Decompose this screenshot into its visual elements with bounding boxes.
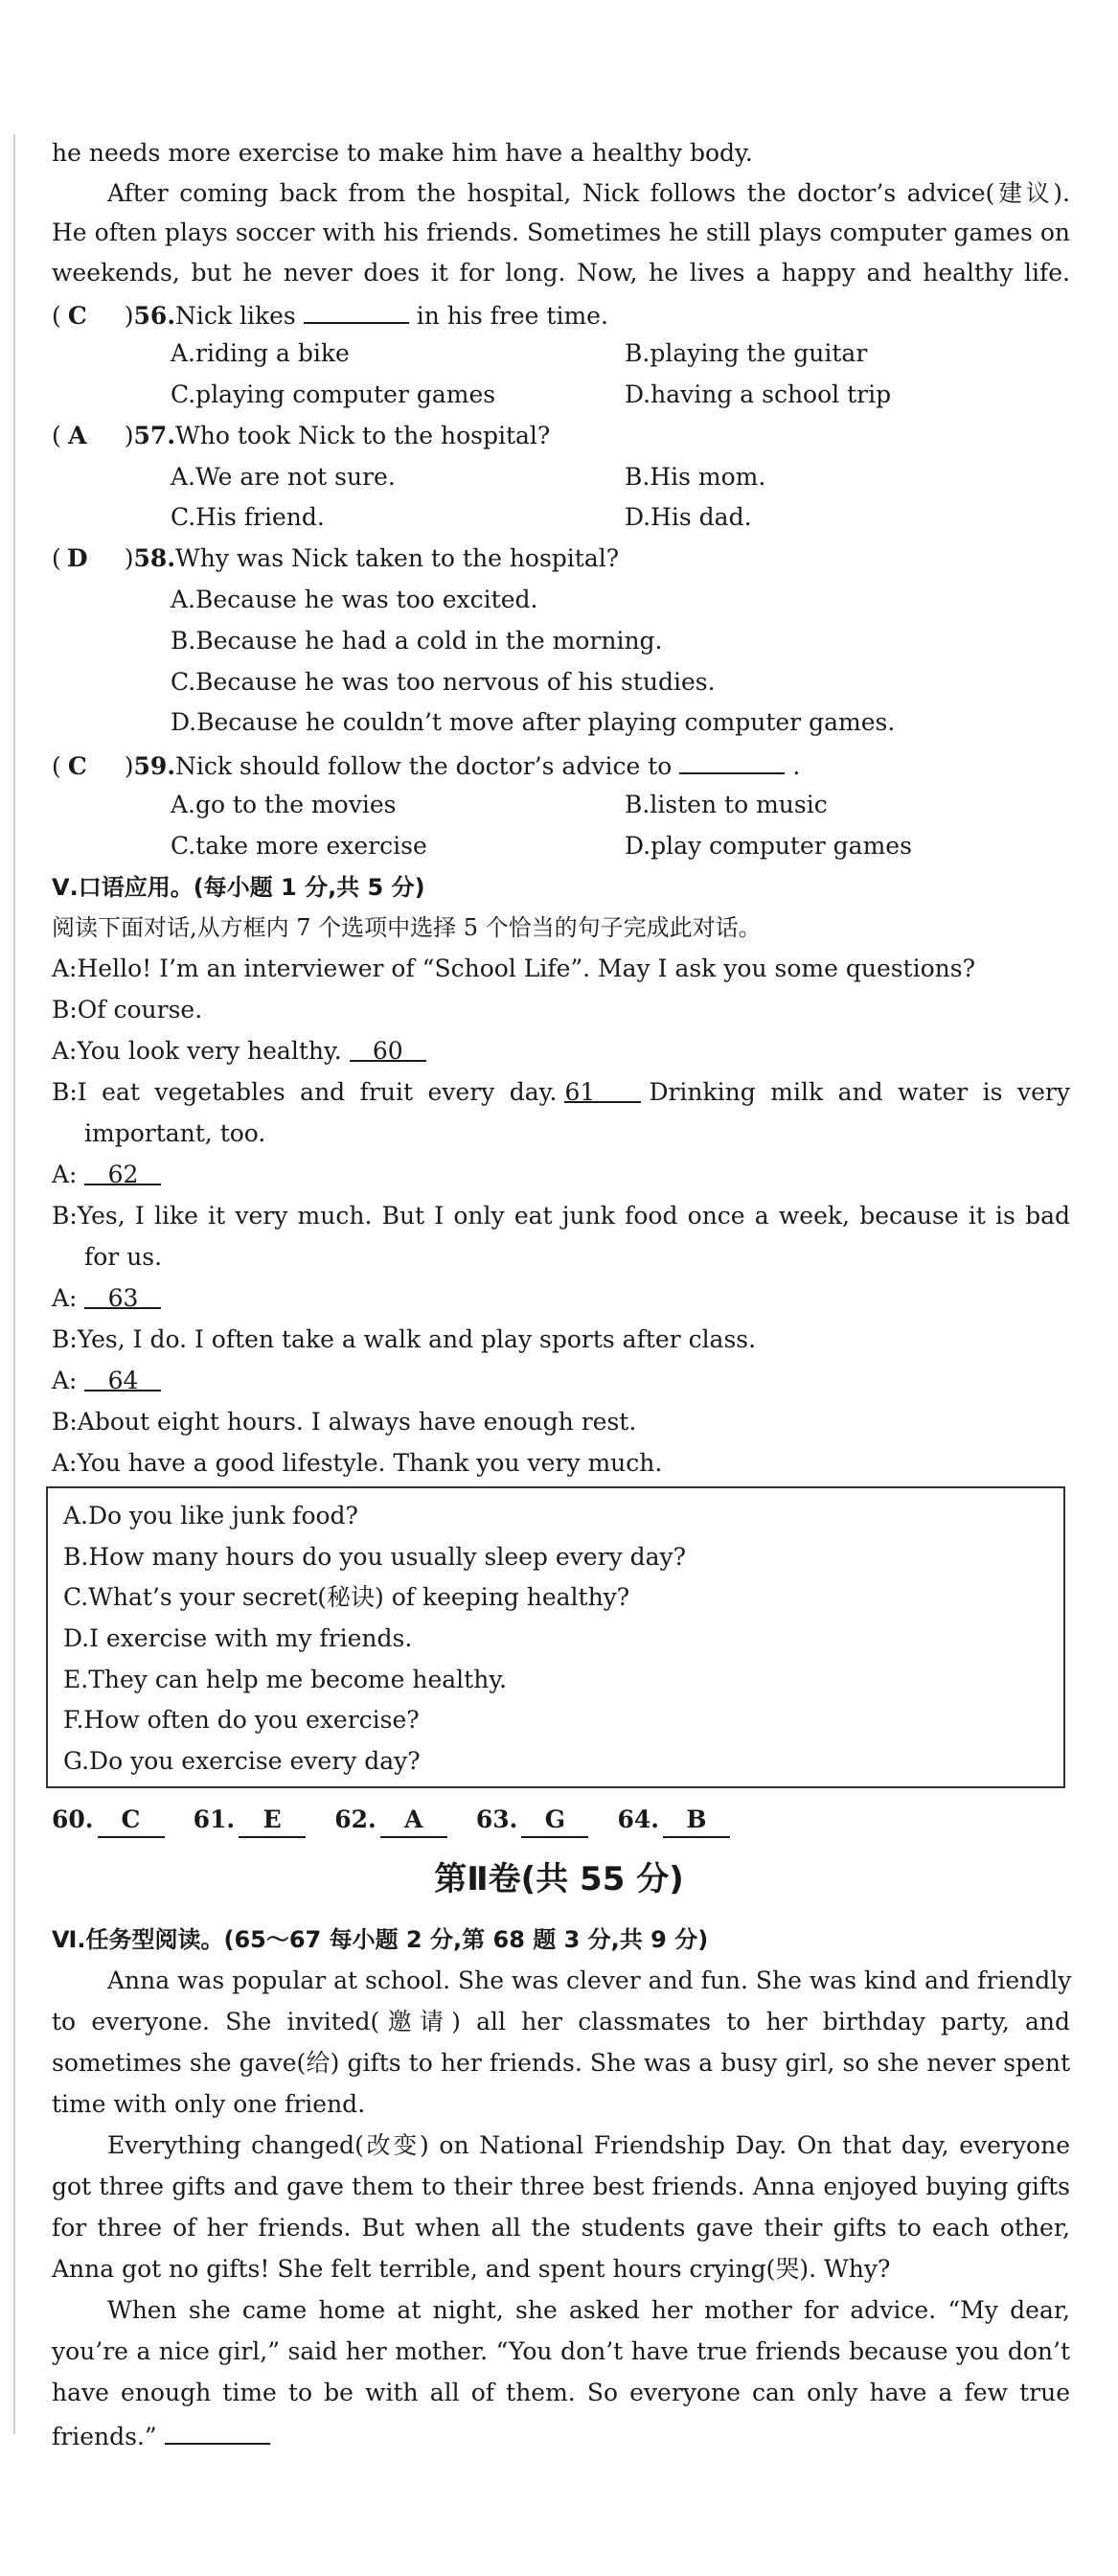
dialog-text: A:You look very healthy. [52,1037,342,1065]
passage-line: for three of her friends. But when all the students gave their gifts to each other, [52,2214,1070,2242]
answer-blank[interactable] [679,748,785,774]
question-stem-end: . [792,752,801,780]
answer-60: 60. C [52,1806,169,1833]
question-58: ( D )58.Why was Nick taken to the hospital? [52,542,1070,575]
option-a: A.We are not sure. [171,463,396,491]
blank-61[interactable]: 61 [564,1076,641,1103]
options-box [46,1486,1065,1788]
option-d: D.having a school trip [625,380,892,408]
answer-62: 62. A [334,1806,451,1833]
question-number: 58. [133,544,176,572]
section-instruction: 阅读下面对话,从方框内 7 个选项中选择 5 个恰当的句子完成此对话。 [52,914,762,941]
dialog-line: for us. [84,1243,163,1271]
passage-line: He often plays soccer with his friends. Sometimes he still plays computer games on [52,218,1070,246]
passage-line: Anna was popular at school. She was clever and fun. She was kind and friendly [107,1966,1072,1994]
question-stem: Nick likes [175,302,296,330]
question-56: ( C )56.Nick likes in his free time. [52,297,1070,333]
blank-64[interactable]: 64 [84,1365,161,1392]
question-stem: Who took Nick to the hospital? [175,422,551,449]
answer-mark: C [67,302,87,330]
part-title: 第Ⅱ卷(共 55 分) [434,1860,684,1898]
box-option-e: E.They can help me become healthy. [63,1666,508,1693]
question-stem-end: in his free time. [416,302,608,330]
answer-mark: D [66,544,88,572]
option-a: A.go to the movies [171,791,397,818]
dialog-line: A:You have a good lifestyle. Thank you very much. [52,1449,663,1477]
option-b: B.Because he had a cold in the morning. [171,627,663,655]
passage-line: you’re a nice girl,” said her mother. “You don’t have true friends because you don’t [52,2337,1070,2365]
passage-line: he needs more exercise to make him have a healthy body. [52,139,753,167]
question-57: ( A )57.Who took Nick to the hospital? [52,420,1070,452]
passage-line: After coming back from the hospital, Nick follows the doctor’s advice(建议). [107,179,1070,207]
option-b: B.His mom. [625,463,766,491]
dialog-line [52,1159,1070,1191]
dialog-line: B:Of course. [52,996,203,1024]
box-option-d: D.I exercise with my friends. [63,1624,413,1652]
passage-line: weekends, but he never does it for long. Now, he lives a happy and healthy life. [52,259,1070,287]
blank-60[interactable]: 60 [350,1035,426,1062]
option-a: A.Because he was too excited. [171,586,538,613]
answer-64: 64. B [618,1806,735,1833]
box-option-c: C.What’s your secret(秘诀) of keeping healthy? [63,1583,630,1611]
dialog-line [52,1076,1070,1109]
dialog-line: B:About eight hours. I always have enough rest. [52,1408,637,1436]
dialog-text: A: [52,1161,78,1188]
passage-text: friends.” [52,2423,157,2450]
option-d: D.His dad. [625,503,752,531]
passage-line: to everyone. She invited(邀请) all her classmates to her birthday party, and [52,2008,1070,2036]
dialog-line [52,1365,1070,1397]
box-option-f: F.How often do you exercise? [63,1706,420,1734]
blank-62[interactable]: 62 [84,1159,161,1185]
passage-line [52,2418,1070,2453]
option-d: D.Because he couldn’t move after playing computer games. [171,708,896,736]
option-c: C.Because he was too nervous of his studies. [171,668,716,696]
option-b: B.listen to music [625,791,828,818]
section-heading: Ⅵ.任务型阅读。(65～67 每小题 2 分,第 68 题 3 分,共 9 分) [52,1926,709,1953]
passage-line: Everything changed(改变) on National Friendship Day. On that day, everyone [107,2131,1070,2159]
question-number: 59. [133,752,176,780]
answer-row [52,1804,1070,1838]
dialog-text: A: [52,1367,78,1394]
dialog-line [52,1282,1070,1315]
answer-61: 61. E [194,1806,310,1833]
passage-line: sometimes she gave(给) gifts to her friends. She was a busy girl, so she never spent [52,2049,1070,2077]
passage-line: When she came home at night, she asked her mother for advice. “My dear, [107,2296,1070,2324]
margin-binding-line [13,134,15,2434]
passage-line: Anna got no gifts! She felt terrible, and spent hours crying(哭). Why? [52,2255,891,2283]
answer-blank[interactable] [304,297,409,324]
answer-63: 63. G [476,1806,593,1833]
option-c: C.take more exercise [171,832,427,860]
section-heading: Ⅴ.口语应用。(每小题 1 分,共 5 分) [52,874,425,901]
option-c: C.playing computer games [171,380,496,408]
option-d: D.play computer games [625,832,912,860]
passage-line: time with only one friend. [52,2090,366,2118]
answer-mark: A [68,422,87,449]
question-number: 57. [133,422,176,449]
dialog-line: B:Yes, I do. I often take a walk and play sports after class. [52,1325,757,1353]
dialog-line: important, too. [84,1119,266,1147]
box-option-b: B.How many hours do you usually sleep every day? [63,1543,687,1571]
box-option-a: A.Do you like junk food? [63,1502,358,1530]
answer-mark: C [67,752,87,780]
answer-blank[interactable] [165,2418,270,2445]
passage-line: have enough time to be with all of them. So everyone can only have a few true [52,2379,1070,2406]
question-number: 56. [133,302,176,330]
option-a: A.riding a bike [171,339,350,367]
passage-line: got three gifts and gave them to their three best friends. Anna enjoyed buying gifts [52,2173,1070,2200]
dialog-line: A:Hello! I’m an interviewer of “School Life”. May I ask you some questions? [52,954,975,982]
dialog-text: Drinking milk and water is very [649,1078,1070,1106]
question-59: ( C )59.Nick should follow the doctor’s advice to . [52,748,1070,783]
dialog-text: A: [52,1284,78,1312]
dialog-line [52,1035,1070,1068]
question-stem: Why was Nick taken to the hospital? [175,544,620,572]
box-option-g: G.Do you exercise every day? [63,1747,421,1775]
dialog-line: B:Yes, I like it very much. But I only eat junk food once a week, because it is bad [52,1202,1070,1230]
option-b: B.playing the guitar [625,339,868,367]
blank-63[interactable]: 63 [84,1282,161,1309]
option-c: C.His friend. [171,503,325,531]
question-stem: Nick should follow the doctor’s advice to [175,752,673,780]
dialog-text: B:I eat vegetables and fruit every day. [52,1078,558,1106]
